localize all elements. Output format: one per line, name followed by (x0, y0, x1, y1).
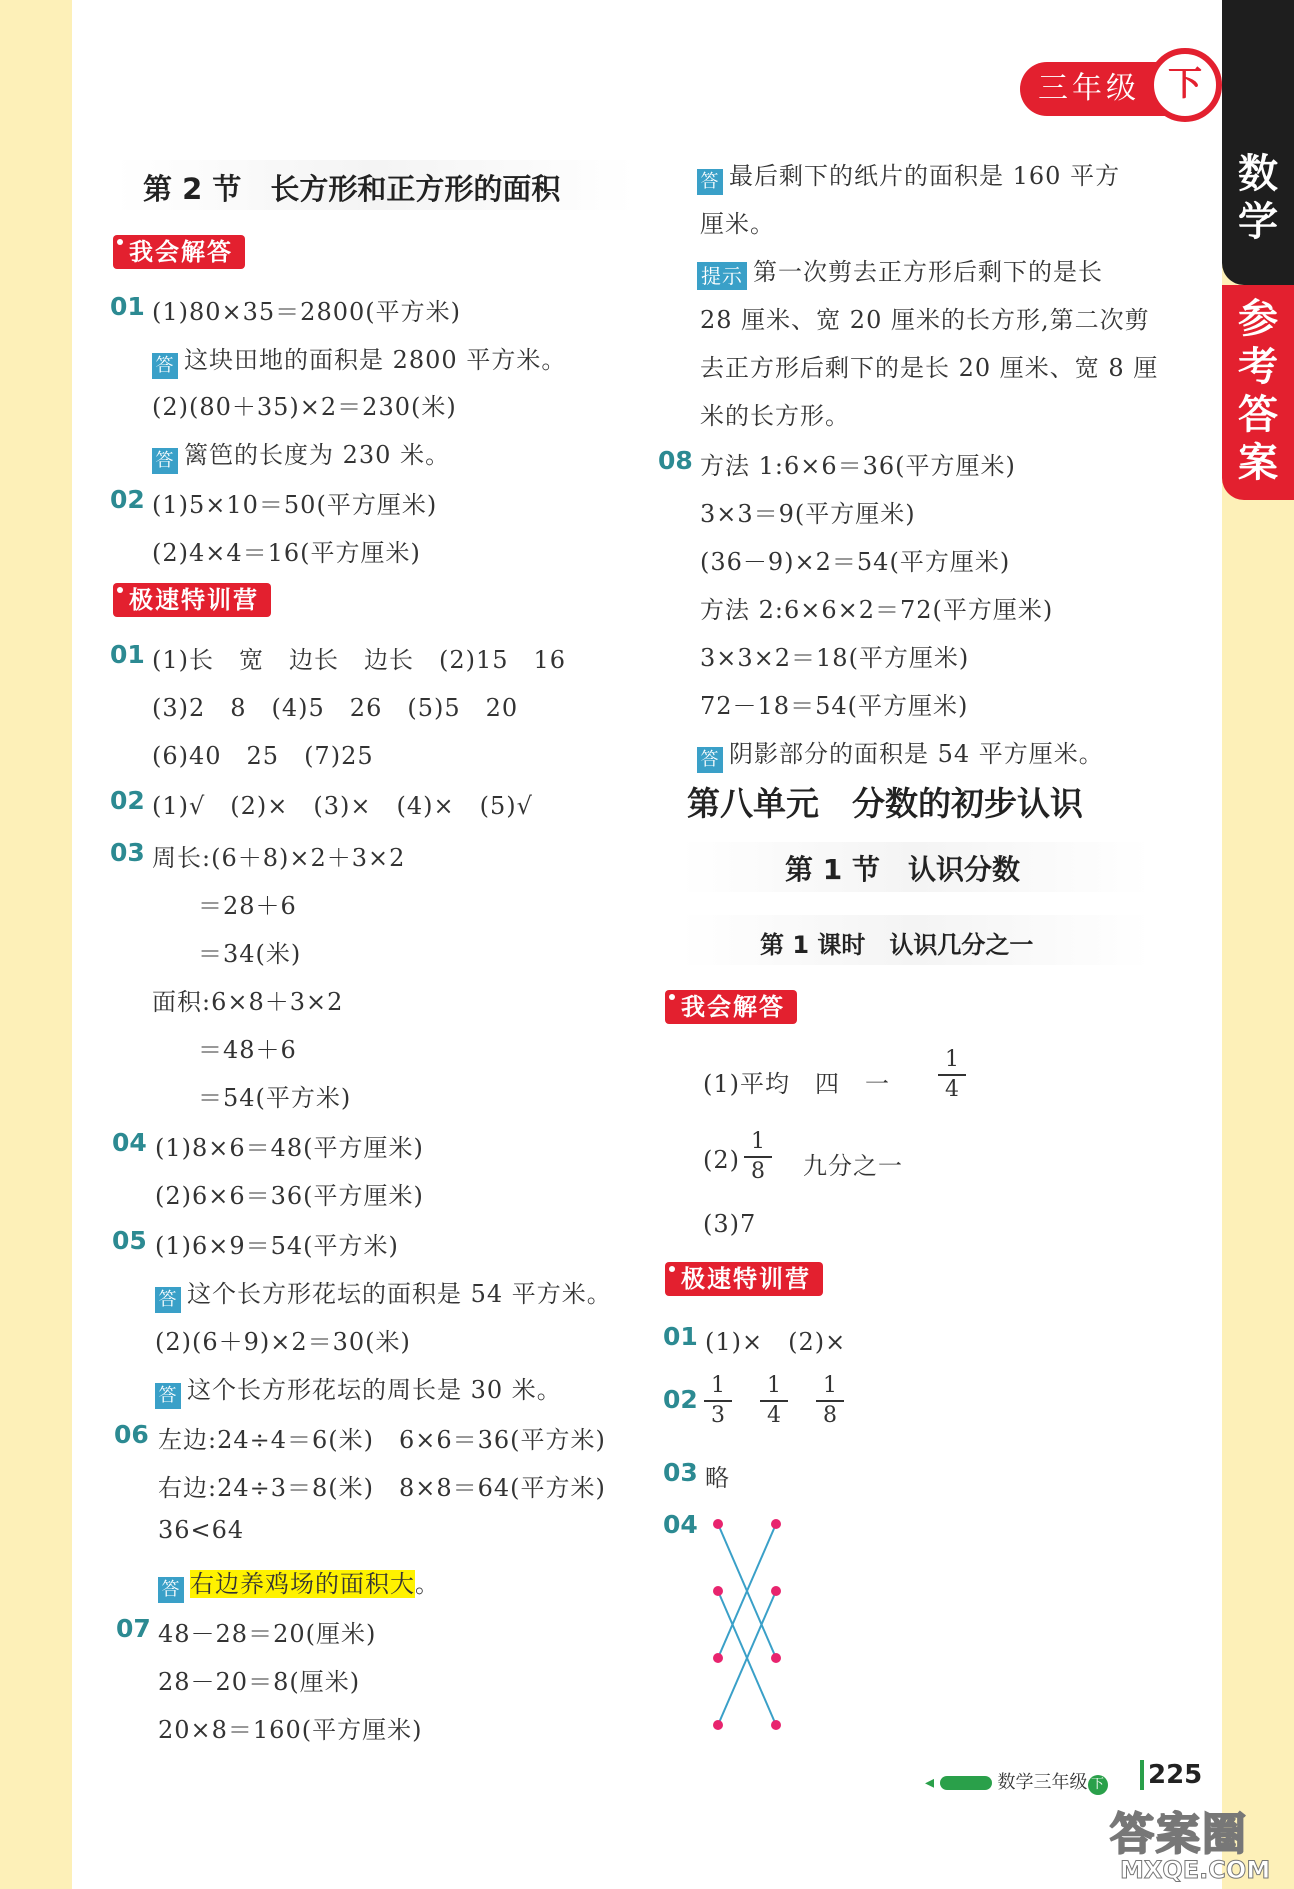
answer-line: (2) (703, 1146, 740, 1174)
answer-line: 厘米。 (700, 210, 775, 238)
tag-training: 极速特训营 (113, 583, 271, 617)
answer-line: (1)× (2)× (705, 1328, 847, 1356)
fraction: $\frac{1}{4}$ (760, 1372, 788, 1430)
answer-line: (1)平均 四 一 (703, 1070, 890, 1098)
answer-line: 答 篱笆的长度为 230 米。 (152, 435, 450, 474)
arrow-left-icon: ◂ (925, 1772, 935, 1793)
fraction: $\frac{1}{3}$ (704, 1372, 732, 1430)
answer-line: (1)6×9＝54(平方米) (155, 1232, 399, 1260)
q-number: 03 (663, 1458, 698, 1487)
answer-mark-icon: 答 (697, 169, 723, 195)
brand-logo (940, 1776, 992, 1790)
answer-line: 答 最后剩下的纸片的面积是 160 平方 (697, 156, 1120, 195)
tag-answer: 我会解答 (665, 990, 797, 1024)
answer-line: ＝54(平方米) (198, 1084, 352, 1112)
answer-line: ＝34(米) (198, 940, 302, 968)
q-number: 04 (112, 1128, 147, 1157)
q-number: 02 (663, 1385, 698, 1414)
answer-line: ＝48＋6 (198, 1036, 297, 1064)
q-number: 01 (110, 640, 145, 669)
answer-mark-icon: 答 (155, 1383, 181, 1409)
footer-book: ◂ 数学三年级 下 (925, 1768, 1108, 1795)
fraction: $\frac{1}{8}$ (816, 1372, 844, 1430)
answer-line: (36－9)×2＝54(平方厘米) (700, 548, 1011, 576)
section-title: 第 2 节 长方形和正方形的面积 (143, 172, 561, 206)
volume-badge: 下 (1148, 48, 1222, 122)
hint-line: 去正方形后剩下的是长 20 厘米、宽 8 厘 (700, 354, 1159, 382)
answer-line: 3×3×2＝18(平方厘米) (700, 644, 970, 672)
answer-line: 答 阴影部分的面积是 54 平方厘米。 (697, 734, 1104, 773)
section-title: 第 1 节 认识分数 (785, 853, 1020, 886)
answer-line: 答 这个长方形花坛的面积是 54 平方米。 (155, 1274, 612, 1313)
answer-mark-icon: 答 (152, 353, 178, 379)
answer-line: 周长:(6＋8)×2＋3×2 (152, 844, 406, 872)
answer-line: (2)6×6＝36(平方厘米) (155, 1182, 424, 1210)
answer-line: (3)7 (703, 1210, 757, 1238)
answer-line: 3×3＝9(平方厘米) (700, 500, 916, 528)
tag-training: 极速特训营 (665, 1262, 823, 1296)
answer-line: 72－18＝54(平方厘米) (700, 692, 969, 720)
watermark: 答案圈 (1110, 1809, 1248, 1860)
lesson-title: 第 1 课时 认识几分之一 (760, 931, 1034, 959)
answer-line: (2)(80＋35)×2＝230(米) (152, 393, 457, 421)
answer-line: (1)80×35＝2800(平方米) (152, 298, 461, 326)
answer-line: 答 这个长方形花坛的周长是 30 米。 (155, 1370, 562, 1409)
q-number: 02 (110, 485, 145, 514)
answer-line: 28－20＝8(厘米) (158, 1668, 361, 1696)
answer-line: (1)5×10＝50(平方厘米) (152, 491, 438, 519)
answer-line: (1)长 宽 边长 边长 (2)15 16 (152, 646, 567, 674)
answer-line: ＝28＋6 (198, 892, 297, 920)
answer-line: 36<64 (158, 1516, 245, 1544)
answer-line: 面积:6×8＋3×2 (152, 988, 344, 1016)
answer-mark-icon: 答 (155, 1287, 181, 1313)
answer-line: 48－28＝20(厘米) (158, 1620, 377, 1648)
grade-badge: 三年级 (1020, 62, 1205, 116)
fraction: $\frac{1}{4}$ (938, 1046, 966, 1104)
subject-label: 数学 (1238, 151, 1278, 245)
watermark-site: MXQE.COM (1120, 1856, 1271, 1884)
answer-line: (1)√ (2)× (3)× (4)× (5)√ (152, 792, 533, 820)
answer-mark-icon: 答 (158, 1577, 184, 1603)
answer-line: 方法 2:6×6×2＝72(平方厘米) (700, 596, 1054, 624)
matching-diagram (700, 1510, 800, 1740)
q-number: 07 (116, 1614, 151, 1643)
q-number: 08 (658, 446, 693, 475)
q-number: 02 (110, 786, 145, 815)
q-number: 03 (110, 838, 145, 867)
tag-answer: 我会解答 (113, 235, 245, 269)
q-number: 05 (112, 1226, 147, 1255)
answer-line: 方法 1:6×6＝36(平方厘米) (700, 452, 1016, 480)
answer-line: (3)2 8 (4)5 26 (5)5 20 (152, 694, 519, 722)
answer-line: 20×8＝160(平方厘米) (158, 1716, 423, 1744)
q-number: 01 (663, 1322, 698, 1351)
hint-mark-icon: 提示 (697, 262, 747, 290)
answer-line: (6)40 25 (7)25 (152, 742, 374, 770)
q-number: 01 (110, 292, 145, 321)
answer-line: 答 右边养鸡场的面积大。 (158, 1564, 440, 1603)
answer-line: 答 这块田地的面积是 2800 平方米。 (152, 340, 566, 379)
hint-line: 28 厘米、宽 20 厘米的长方形,第二次剪 (700, 306, 1150, 334)
q-number: 04 (663, 1510, 698, 1539)
answer-line: (2)(6＋9)×2＝30(米) (155, 1328, 411, 1356)
answer-line: 九分之一 (803, 1152, 903, 1180)
q-number: 06 (114, 1420, 149, 1449)
fraction: $\frac{1}{8}$ (744, 1128, 772, 1186)
answer-line: 右边:24÷3＝8(米) 8×8＝64(平方米) (158, 1474, 606, 1502)
reference-label: 参考答案 (1238, 296, 1278, 486)
answer-line: 左边:24÷4＝6(米) 6×6＝36(平方米) (158, 1426, 606, 1454)
unit-title: 第八单元 分数的初步认识 (687, 784, 1083, 823)
answer-line: (2)4×4＝16(平方厘米) (152, 539, 421, 567)
answer-mark-icon: 答 (697, 747, 723, 773)
answer-line: (1)8×6＝48(平方厘米) (155, 1134, 424, 1162)
answer-mark-icon: 答 (152, 448, 178, 474)
answer-line: 略 (705, 1464, 730, 1492)
hint-line: 米的长方形。 (700, 402, 850, 430)
page-number: 225 (1140, 1760, 1202, 1790)
hint-line: 提示 第一次剪去正方形后剩下的是长 (697, 252, 1103, 290)
